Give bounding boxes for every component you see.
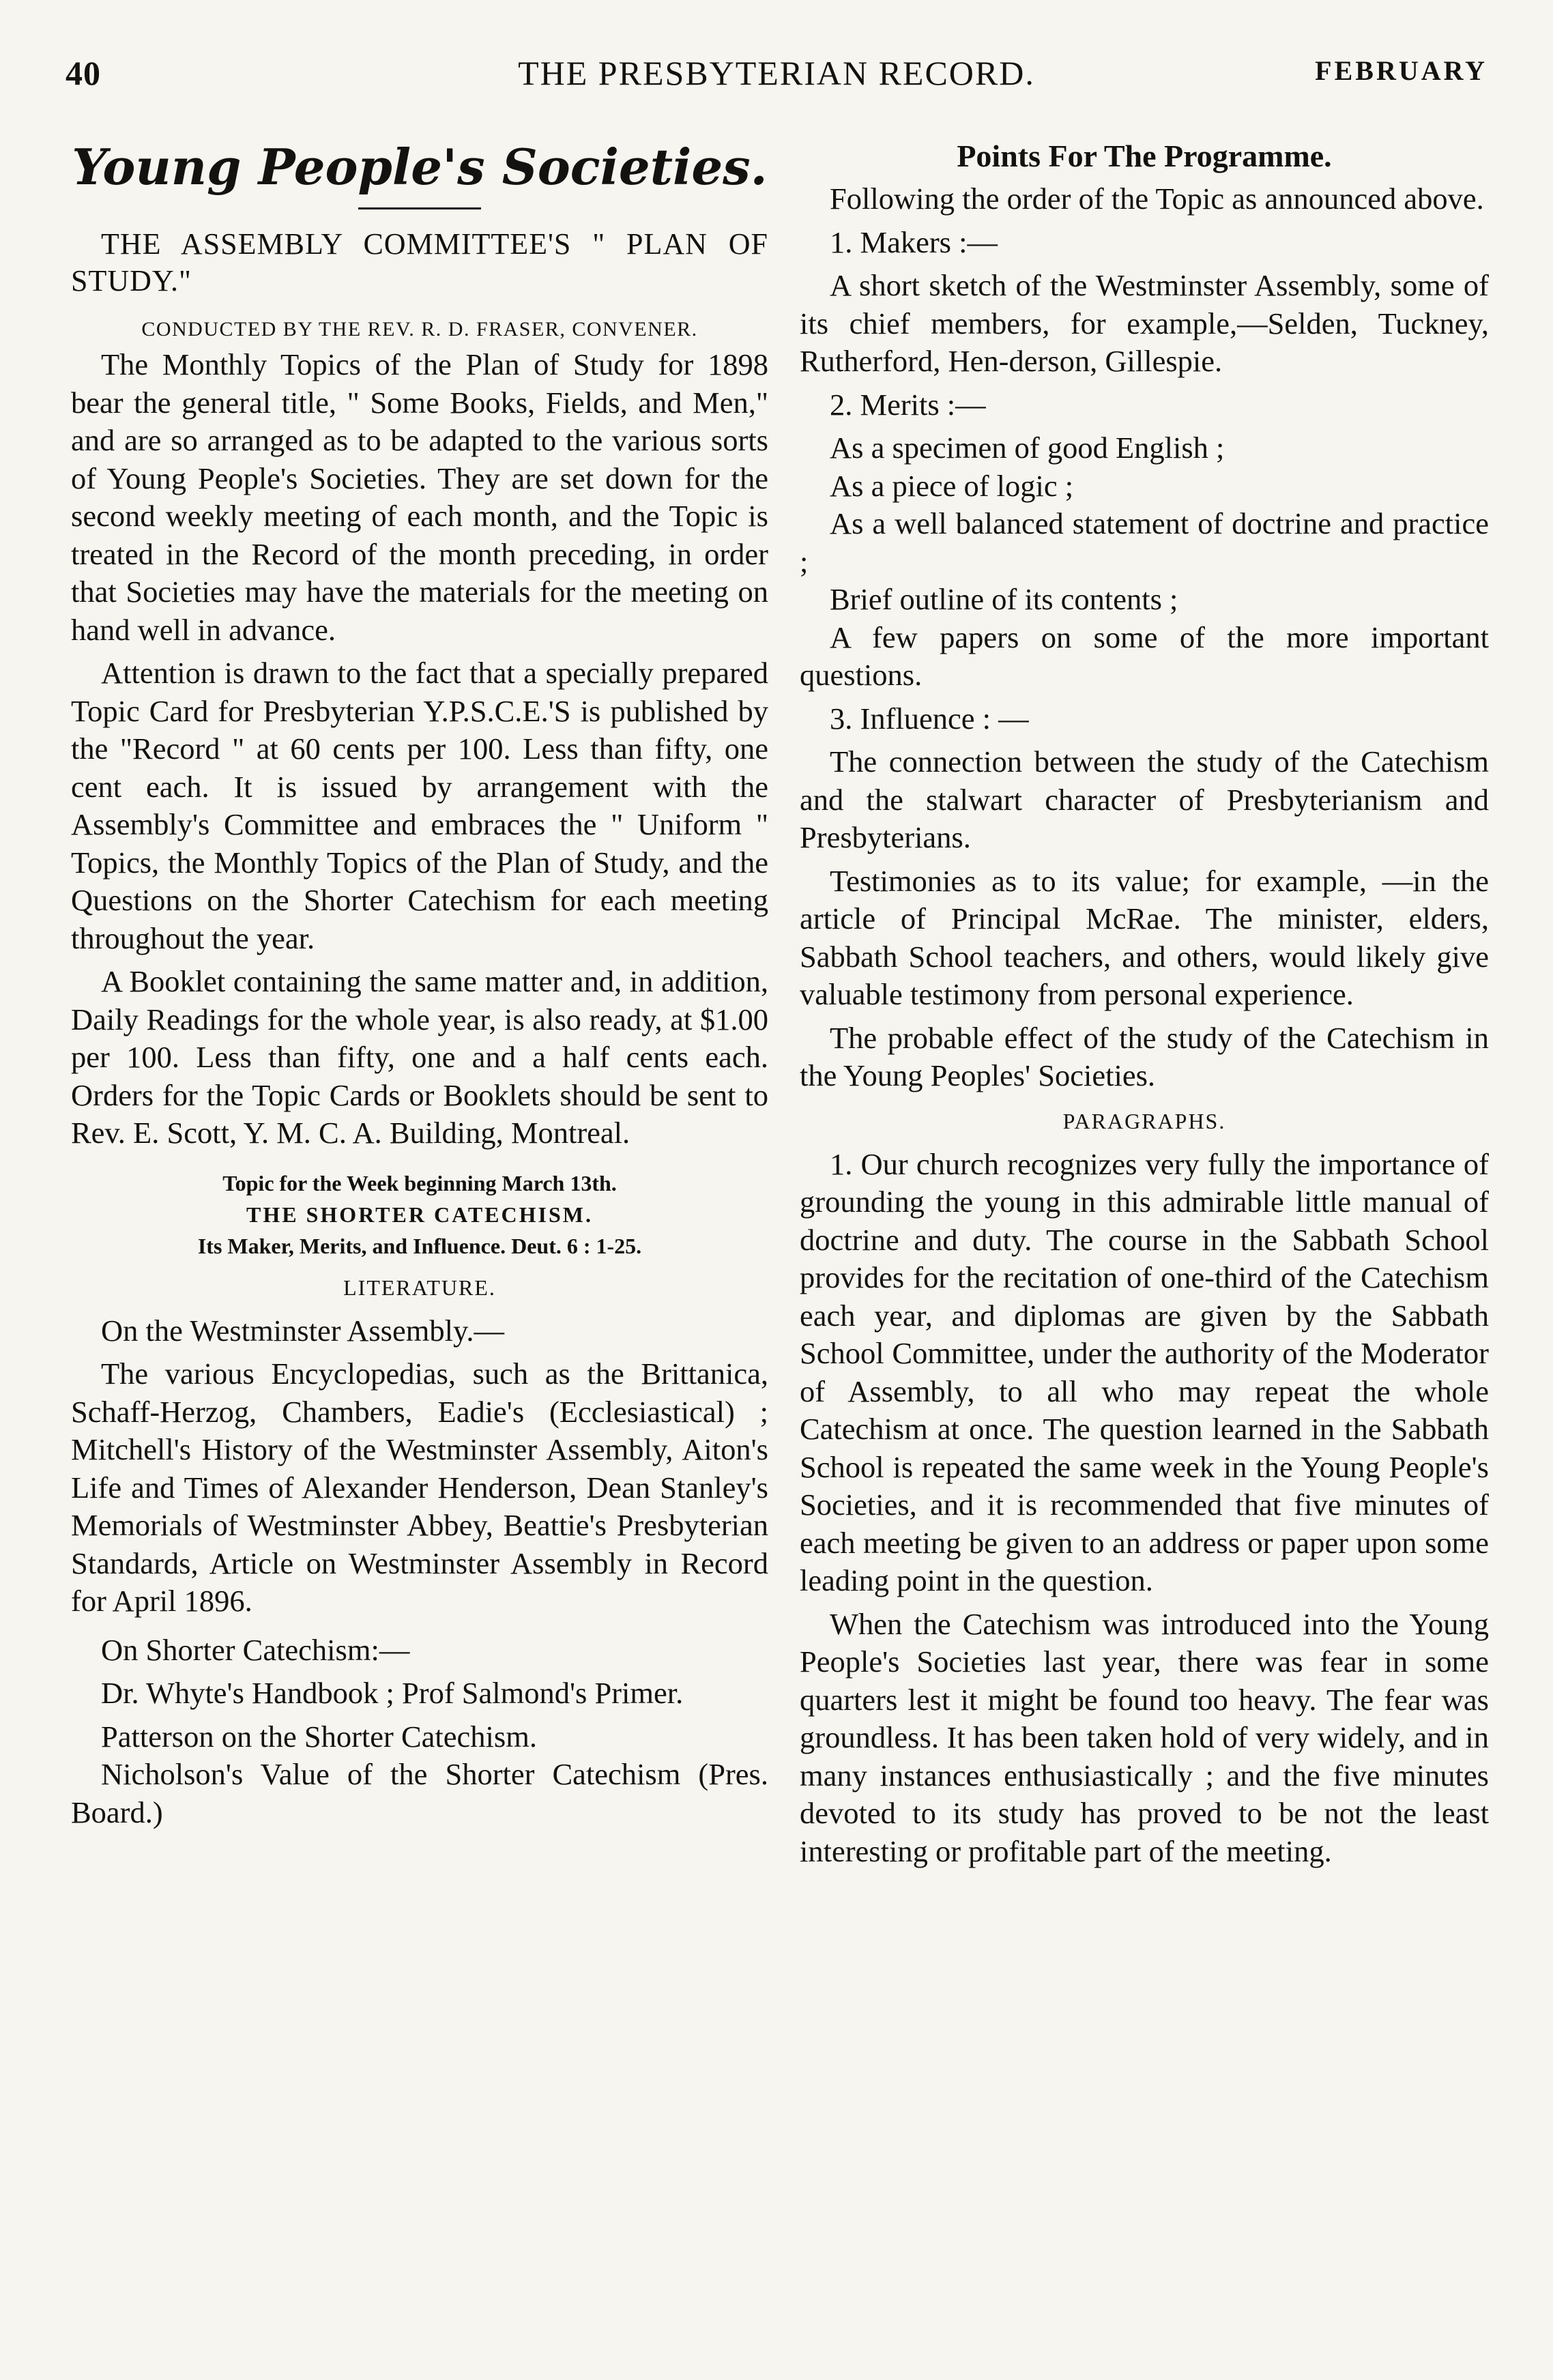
- assembly-heading: THE ASSEMBLY COMMITTEE'S " PLAN OF STUDY.": [71, 227, 768, 298]
- paragraph: Following the order of the Topic as announced above.: [830, 182, 1484, 216]
- left-column: [71, 136, 768, 1831]
- paragraph: On Shorter Catechism:—: [101, 1632, 410, 1667]
- paragraph: The various Encyclopedias, such as the Brittanica, Schaff-Herzog, Chambers, Eadie's (Ecclesiastical) ; Mitchell's History of the Westminster Assembly, Aiton's Life and Times of Alexander Henderson, Dean Stanley's Memorials of Westminster Abbey, Beattie's Presbyterian Standards, Article on Westminster Assembly in Record for April 1896.: [71, 1356, 768, 1618]
- list-item: As a piece of logic ;: [830, 468, 1074, 503]
- paragraph: Dr. Whyte's Handbook ; Prof Salmond's Primer.: [101, 1676, 684, 1710]
- list-item: As a specimen of good English ;: [830, 431, 1225, 465]
- list-item: Brief outline of its contents ;: [830, 582, 1178, 616]
- running-head: [66, 53, 1487, 101]
- paragraph: On the Westminster Assembly.—: [101, 1313, 504, 1348]
- list-item: As a well balanced statement of doctrine and practice ;: [800, 506, 1489, 579]
- topic-title: THE SHORTER CATECHISM.: [246, 1202, 593, 1227]
- paragraph: The probable effect of the study of the Catechism in the Young Peoples' Societies.: [800, 1020, 1489, 1092]
- list-item: 1. Makers :—: [830, 224, 998, 259]
- paragraph: The Monthly Topics of the Plan of Study for 1898 bear the general title, " Some Books, Fields, and Men," and are so arranged as to be adapted to the various sorts of Young People's Societies. They are set down for the second weekly meeting of each month, and the Topic is treated in the Record of the month preceding, in order that Societies may have the materials for the meeting on hand well in advance.: [71, 347, 768, 647]
- publication-title: THE PRESBYTERIAN RECORD.: [518, 54, 1035, 92]
- paragraph: Testimonies as to its value; for example, —in the article of Principal McRae. The minister, elders, Sabbath School teachers, and others, would likely give valuable testimony from personal experience.: [800, 863, 1489, 1011]
- right-column: [800, 136, 1489, 1870]
- paragraph: 1. Our church recognizes very fully the importance of grounding the young in this admirable little manual of doctrine and duty. The course in the Sabbath School provides for the recitation of one-third of the Catechism each year, and diplomas are given by the Sabbath School Committee, under the authority of the Moderator of Assembly, to all who may repeat the whole Catechism at once. The question learned in the Sabbath School is repeated the same week in the Young People's Societies, and it is recommended that five minutes of each meeting be given to an address or paper upon some leading point in the question.: [800, 1146, 1489, 1597]
- paragraph: The connection between the study of the Catechism and the stalwart character of Presbyterianism and Presbyterians.: [800, 744, 1489, 854]
- paragraph: When the Catechism was introduced into the Young People's Societies last year, there was fear in some quarters lest it might be found too heavy. The fear was groundless. It has been taken hold of very widely, and in many instances enthusiastically ; and the five minutes devoted to its study has proved to be not the least interesting or profitable part of the meeting.: [800, 1606, 1489, 1868]
- paragraph: A Booklet containing the same matter and, in addition, Daily Readings for the whole year, is also ready, at $1.00 per 100. Less than fifty, one and a half cents each. Orders for the Topic Cards or Booklets should be sent to Rev. E. Scott, Y. M. C. A. Building, Montreal.: [71, 964, 768, 1150]
- paragraph: A short sketch of the Westminster Assembly, some of its chief members, for example,—Selden, Tuckney, Rutherford, Hen-derson, Gillespie.: [800, 268, 1489, 378]
- programme-heading: Points For The Programme.: [957, 139, 1332, 173]
- byline: CONDUCTED BY THE REV. R. D. FRASER, CONVENER.: [141, 318, 698, 340]
- paragraphs-heading: PARAGRAPHS.: [1062, 1108, 1226, 1133]
- topic-week: Topic for the Week beginning March 13th.: [222, 1170, 617, 1195]
- page-number: 40: [66, 54, 101, 92]
- list-item: A few papers on some of the more important questions.: [800, 620, 1489, 692]
- literature-heading: LITERATURE.: [343, 1275, 496, 1300]
- topic-subtitle: Its Maker, Merits, and Influence. Deut. 6 : 1-25.: [197, 1233, 642, 1258]
- heading-rule: [358, 207, 481, 209]
- section-title: Young People's Societies.: [72, 138, 768, 196]
- list-item: 3. Influence : —: [830, 701, 1029, 736]
- list-item: 2. Merits :—: [830, 387, 986, 422]
- paragraph: Nicholson's Value of the Shorter Catechism (Pres. Board.): [71, 1757, 768, 1829]
- paragraph: Attention is drawn to the fact that a specially prepared Topic Card for Presbyterian Y.P.S.C.E.'S is published by the "Record " at 60 cents per 100. Less than fifty, one cent each. It is issued by arrangement with the Assembly's Committee and embraces the " Uniform " Topics, the Monthly Topics of the Plan of Study, and the Questions on the Shorter Catechism for each meeting throughout the year.: [71, 656, 768, 955]
- issue-month: FEBRUARY: [1315, 55, 1487, 86]
- paragraph: Patterson on the Shorter Catechism.: [101, 1719, 537, 1754]
